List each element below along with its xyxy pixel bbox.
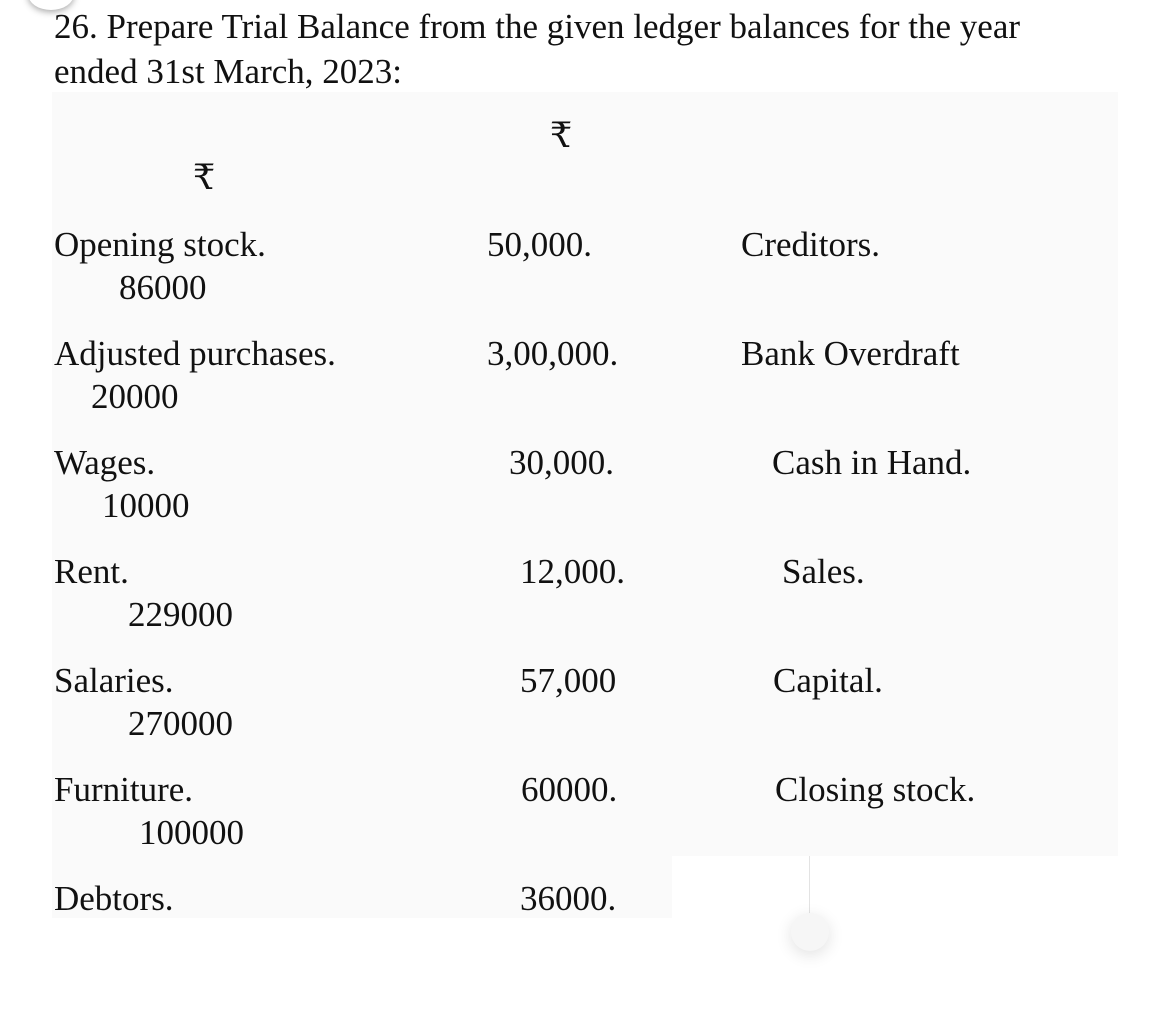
question-line-2: ended 31st March, 2023: [54, 52, 402, 91]
mid-amount: 60000. [521, 770, 618, 809]
right-label-cash-in-hand: Cash in Hand. [772, 443, 972, 482]
right-label-creditors: Creditors. [741, 225, 881, 264]
mid-amount: 50,000. [487, 225, 592, 264]
mid-amount: 12,000. [520, 552, 625, 591]
left-label-adjusted-purchases: Adjusted purchases. [54, 334, 336, 373]
left-amount: 20000 [91, 377, 179, 416]
left-amount: 10000 [102, 486, 190, 525]
left-label-salaries: Salaries. [54, 661, 174, 700]
left-amount: 229000 [128, 595, 233, 634]
rupee-symbol-middle: ₹ [550, 116, 573, 155]
left-amount: 86000 [119, 268, 207, 307]
left-label-opening-stock: Opening stock. [54, 225, 266, 264]
left-label-wages: Wages. [54, 443, 156, 482]
mid-amount: 36000. [520, 879, 617, 918]
left-amount: 270000 [128, 704, 233, 743]
left-label-furniture: Furniture. [54, 770, 194, 809]
left-label-debtors: Debtors. [54, 879, 174, 918]
mid-amount: 30,000. [509, 443, 614, 482]
right-label-sales: Sales. [782, 552, 865, 591]
scroll-track [809, 856, 810, 916]
left-amount: 100000 [139, 813, 244, 852]
rupee-symbol-left: ₹ [193, 158, 216, 197]
mid-amount: 57,000 [520, 661, 617, 700]
right-label-capital: Capital. [773, 661, 883, 700]
question-text [54, 4, 1134, 94]
left-label-rent: Rent. [54, 552, 129, 591]
scroll-handle[interactable] [791, 913, 829, 951]
right-label-bank-overdraft: Bank Overdraft [741, 334, 960, 373]
question-line-1: 26. Prepare Trial Balance from the given ledger balances for the year [54, 7, 1021, 46]
mid-amount: 3,00,000. [487, 334, 619, 373]
right-label-closing-stock: Closing stock. [775, 770, 976, 809]
